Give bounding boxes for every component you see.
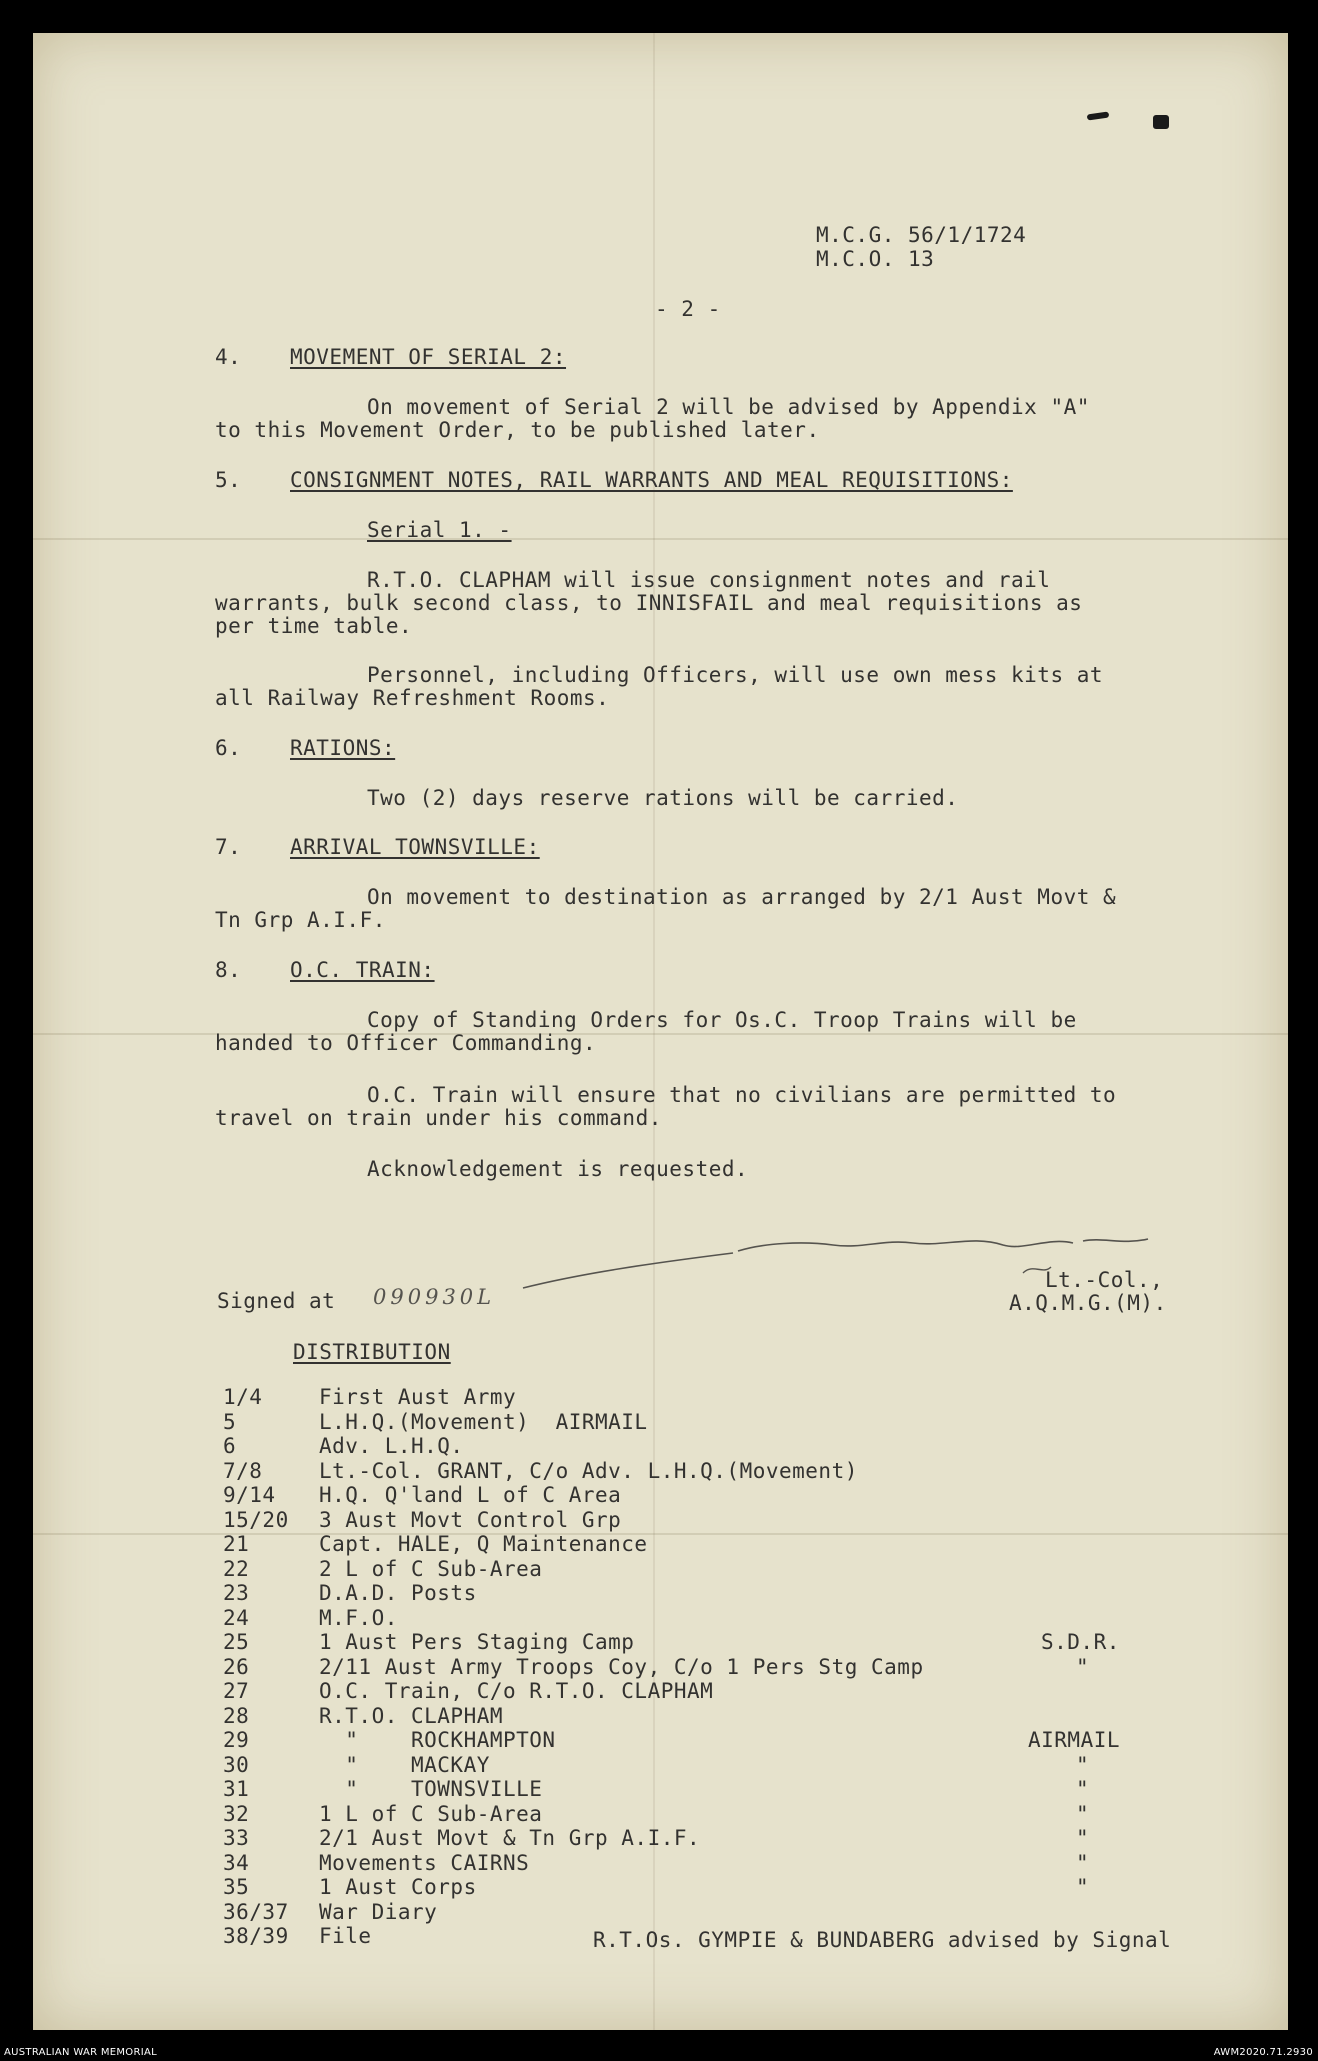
section-number: 7. [215,835,242,859]
copy-number: 9/14 [223,1483,276,1507]
paragraph-line: R.T.O. CLAPHAM will issue consignment notes and rail [367,568,1051,592]
section-number: 8. [215,958,242,982]
recipient: 2/1 Aust Movt & Tn Grp A.I.F. [319,1826,701,1850]
recipient: H.Q. Q'land L of C Area [319,1483,622,1507]
recipient: 1 Aust Pers Staging Camp [319,1630,635,1654]
copy-number: 25 [223,1630,250,1654]
paragraph-line: per time table. [215,614,413,638]
recipient: Capt. HALE, Q Maintenance [319,1532,648,1556]
signed-time: 090930L [373,1285,496,1309]
recipient: Adv. L.H.Q. [319,1434,464,1458]
dispatch-note: " [1076,1851,1090,1875]
dispatch-note: " [1076,1802,1090,1826]
recipient: First Aust Army [319,1385,517,1409]
copy-number: 33 [223,1826,250,1850]
recipient: Lt.-Col. GRANT, C/o Adv. L.H.Q.(Movement) [319,1459,858,1483]
fold-line [33,1533,1288,1535]
dispatch-note: " [1076,1777,1090,1801]
recipient: D.A.D. Posts [319,1581,477,1605]
paragraph-line: Personnel, including Officers, will use own mess kits at [367,663,1104,687]
copy-number: 6 [223,1434,237,1458]
acknowledgement: Acknowledgement is requested. [367,1157,749,1181]
copy-number: 27 [223,1679,250,1703]
copy-number: 1/4 [223,1385,263,1409]
recipient: 2 L of C Sub-Area [319,1557,543,1581]
section-number: 6. [215,736,242,760]
distribution-heading: DISTRIBUTION [293,1340,451,1364]
copy-number: 35 [223,1875,250,1899]
recipient: M.F.O. [319,1606,398,1630]
fold-line [33,538,1288,540]
paragraph-line: On movement to destination as arranged by 2/1 Aust Movt & [367,885,1117,909]
copy-number: 38/39 [223,1924,289,1948]
recipient: 3 Aust Movt Control Grp [319,1508,622,1532]
accession-number: AWM2020.71.2930 [1213,2047,1313,2058]
paragraph-line: O.C. Train will ensure that no civilians are permitted to [367,1083,1117,1107]
copy-number: 26 [223,1655,250,1679]
section-number: 5. [215,468,242,492]
section-heading: MOVEMENT OF SERIAL 2: [290,345,567,369]
signal-note: R.T.Os. GYMPIE & BUNDABERG advised by Signal [593,1928,1172,1952]
paragraph-line: Copy of Standing Orders for Os.C. Troop Trains will be [367,1008,1077,1032]
paragraph-line: to this Movement Order, to be published later. [215,418,820,442]
copy-number: 36/37 [223,1900,289,1924]
copy-number: 24 [223,1606,250,1630]
recipient: File [319,1924,372,1948]
recipient: R.T.O. CLAPHAM [319,1704,504,1728]
copy-number: 30 [223,1753,250,1777]
paragraph-line: Tn Grp A.I.F. [215,908,386,932]
paragraph-line: travel on train under his command. [215,1106,662,1130]
copy-number: 28 [223,1704,250,1728]
paragraph-line: Two (2) days reserve rations will be carried. [367,786,959,810]
page-number: - 2 - [655,297,721,321]
copy-number: 32 [223,1802,250,1826]
dispatch-note: S.D.R. [1041,1630,1120,1654]
archive-label: AUSTRALIAN WAR MEMORIAL [4,2047,157,2058]
recipient: 1 L of C Sub-Area [319,1802,543,1826]
section-heading: RATIONS: [290,736,396,760]
copy-number: 21 [223,1532,250,1556]
paragraph-line: handed to Officer Commanding. [215,1031,597,1055]
document-page [33,33,1288,2030]
reference-number: M.C.G. 56/1/1724 [816,223,1027,247]
section-heading: CONSIGNMENT NOTES, RAIL WARRANTS AND MEAL REQUISITIONS: [290,468,1013,492]
dispatch-note: " [1076,1753,1090,1777]
signature-appointment: A.Q.M.G.(M). [1009,1291,1167,1315]
dispatch-note: AIRMAIL [1028,1728,1121,1752]
recipient: " MACKAY [319,1753,490,1777]
signature-rank: Lt.-Col., [1045,1268,1164,1292]
recipient: O.C. Train, C/o R.T.O. CLAPHAM [319,1679,714,1703]
dispatch-note: " [1076,1826,1090,1850]
recipient: 2/11 Aust Army Troops Coy, C/o 1 Pers Stg Camp [319,1655,924,1679]
sub-heading: Serial 1. - [367,518,512,542]
recipient: " TOWNSVILLE [319,1777,543,1801]
copy-number: 5 [223,1410,237,1434]
section-number: 4. [215,345,242,369]
paragraph-line: all Railway Refreshment Rooms. [215,686,610,710]
recipient: War Diary [319,1900,438,1924]
dispatch-note: " [1076,1655,1090,1679]
recipient: L.H.Q.(Movement) AIRMAIL [319,1410,648,1434]
copy-number: 31 [223,1777,250,1801]
copy-number: 23 [223,1581,250,1605]
signed-label: Signed at [217,1289,336,1313]
recipient: 1 Aust Corps [319,1875,477,1899]
copy-number: 34 [223,1851,250,1875]
reference-order: M.C.O. 13 [816,247,935,271]
recipient: Movements CAIRNS [319,1851,530,1875]
copy-number: 29 [223,1728,250,1752]
ink-blot [1087,111,1110,120]
copy-number: 15/20 [223,1508,289,1532]
paragraph-line: On movement of Serial 2 will be advised by Appendix "A" [367,395,1090,419]
recipient: " ROCKHAMPTON [319,1728,556,1752]
section-heading: O.C. TRAIN: [290,958,435,982]
paragraph-line: warrants, bulk second class, to INNISFAIL and meal requisitions as [215,591,1083,615]
ink-blot [1153,115,1169,129]
dispatch-note: " [1076,1875,1090,1899]
copy-number: 22 [223,1557,250,1581]
copy-number: 7/8 [223,1459,263,1483]
section-heading: ARRIVAL TOWNSVILLE: [290,835,540,859]
